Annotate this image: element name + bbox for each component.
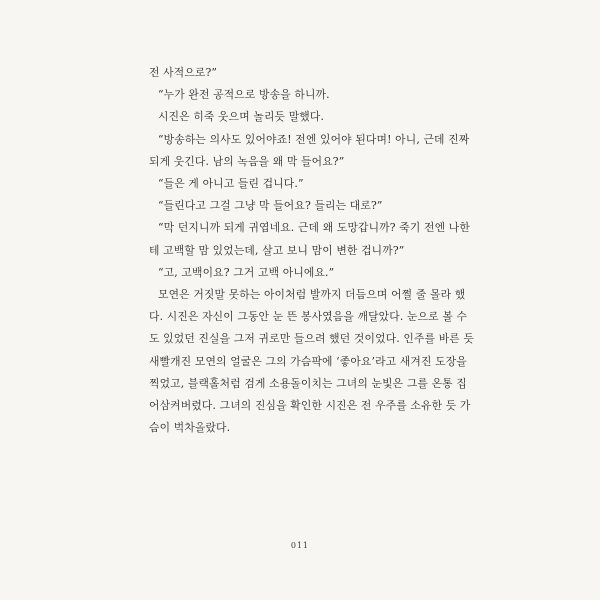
text-line: 찍었고, 블랙홀처럼 검게 소용돌이치는 그녀의 눈빛은 그를 온통 집 — [149, 376, 467, 390]
text-line: “고, 고백이요? 그거 고백 아니에요.” — [158, 265, 335, 279]
text-line: “들은 게 아니고 들린 겁니다.” — [158, 177, 304, 191]
text-line: 모연은 거짓말 못하는 아이처럼 발까지 더듬으며 어쩔 줄 몰라 했 — [158, 288, 466, 302]
text-line: 전 사적으로?” — [149, 66, 218, 79]
text-line: 도 있었던 진실을 그저 귀로만 들으려 했던 것이었다. 인주를 바른 듯 — [149, 332, 475, 346]
text-line: “막 던지니까 되게 귀엽네요. 근데 왜 도망갑니까? 죽기 전엔 나한 — [158, 221, 470, 235]
page-number: 011 — [290, 541, 310, 550]
body-text — [149, 62, 479, 439]
text-line: 테 고백할 맘 있었는데, 살고 보니 맘이 변한 겁니까?” — [149, 243, 405, 257]
text-line: 다. 시진은 자신이 그동안 눈 뜬 봉사였음을 깨달았다. 눈으로 볼 수 — [149, 310, 468, 324]
text-line: 되게 웃긴다. 남의 녹음을 왜 막 들어요?” — [149, 154, 345, 168]
text-line: “들린다고 그걸 그냥 막 들어요? 들리는 대로?” — [158, 199, 383, 213]
text-line: 슴이 벅차올랐다. — [149, 421, 231, 435]
text-line: 새빨개진 모연의 얼굴은 그의 가슴팍에 ‘좋아요’라고 새겨진 도장을 — [149, 354, 467, 368]
text-line: “누가 완전 공적으로 방송을 하니까. — [158, 88, 330, 102]
text-line: “방송하는 의사도 있어야죠! 전엔 있어야 된다며! 아니, 근데 진짜 — [158, 132, 470, 146]
text-line: 시진은 히죽 웃으며 놀리듯 말했다. — [158, 110, 325, 124]
text-line: 어삼켜버렸다. 그녀의 진심을 확인한 시진은 전 우주를 소유한 듯 가 — [149, 399, 471, 413]
